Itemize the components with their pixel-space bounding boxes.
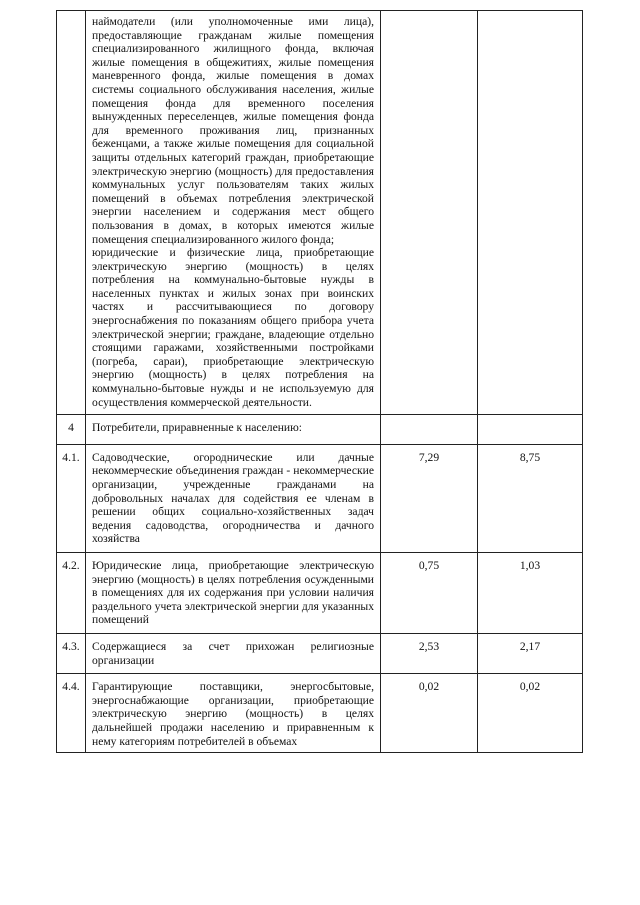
table-row bbox=[57, 552, 583, 633]
row-description bbox=[86, 415, 381, 445]
value-cell-1: 7,29 bbox=[381, 444, 478, 552]
table-row bbox=[57, 444, 583, 552]
value-cell-1: 2,53 bbox=[381, 633, 478, 673]
value-cell-1 bbox=[381, 11, 478, 415]
value-cell-2: 1,03 bbox=[478, 552, 583, 633]
table-row bbox=[57, 633, 583, 673]
row-description bbox=[86, 11, 381, 415]
value-cell-2 bbox=[478, 11, 583, 415]
row-number: 4 bbox=[57, 415, 86, 445]
row-number: 4.1. bbox=[57, 444, 86, 552]
table-row bbox=[57, 674, 583, 753]
value-cell-1: 0,75 bbox=[381, 552, 478, 633]
row-description bbox=[86, 633, 381, 673]
value-cell-2: 2,17 bbox=[478, 633, 583, 673]
row-description bbox=[86, 444, 381, 552]
value-cell-1 bbox=[381, 415, 478, 445]
description-paragraph: Содержащиеся за счет прихожан религиозные организации bbox=[92, 639, 374, 667]
description-paragraph: Потребители, приравненные к населению: bbox=[92, 421, 303, 435]
value-cell-2: 8,75 bbox=[478, 444, 583, 552]
value-cell-1: 0,02 bbox=[381, 674, 478, 753]
row-number bbox=[57, 11, 86, 415]
row-description bbox=[86, 552, 381, 633]
table-row bbox=[57, 415, 583, 445]
row-number: 4.4. bbox=[57, 674, 86, 753]
description-paragraph: Гарантирующие поставщики, энергосбытовые, энергоснабжающие организации, приобретающие электрическую энергию (мощность) в целях дальнейшей продажи населению и приравненным к нему категориям потребителей в объемах bbox=[92, 680, 374, 748]
table-row bbox=[57, 11, 583, 415]
row-number: 4.2. bbox=[57, 552, 86, 633]
description-paragraph: Юридические лица, приобретающие электрическую энергию (мощность) в целях потребления осужденными в помещениях для их содержания при условии наличия раздельного учета электрической энергии для указанных помещений bbox=[92, 558, 374, 627]
description-paragraph: Садоводческие, огороднические или дачные некоммерческие объединения граждан - некоммерческие организации, учрежденные гражданами на добровольных началах для содействия ее членам в решении общих социально-хозяйственных задач ведения садоводства, огородничества и дачного хозяйства bbox=[92, 450, 374, 546]
description-paragraph: наймодатели (или уполномоченные ими лица), предоставляющие гражданам жилые помещения специализированного жилищного фонда, включая жилые помещения в общежитиях, жилые помещения маневренного фонда, жилые помещения в домах системы социального обслуживания населения, жилые помещения фонда для временного поселения вынужденных переселенцев, жилые помещения фонда для временного проживания лиц, признанных беженцами, а также жилые помещения для социальной защиты отдельных категорий граждан, приобретающие электрическую энергию (мощность) для предоставления коммунальных услуг пользователям таких жилых помещений в объемах потребления электрической энергии населением и содержания мест общего пользования в домах, в которых имеются жилые помещения специализированного жилого фонда; bbox=[92, 15, 374, 246]
row-description bbox=[86, 674, 381, 753]
row-number: 4.3. bbox=[57, 633, 86, 673]
tariff-table bbox=[56, 10, 583, 753]
value-cell-2: 0,02 bbox=[478, 674, 583, 753]
value-cell-2 bbox=[478, 415, 583, 445]
description-paragraph: юридические и физические лица, приобретающие электрическую энергию (мощность) в целях потребления на коммунально-бытовые нужды в населенных пунктах и жилых зонах при воинских частях и рассчитывающиеся по договору энергоснабжения по показаниям общего прибора учета электрической энергии; граждане, владеющие отдельно стоящими гаражами, хозяйственными постройками (погреба, сараи), приобретающие электрическую энергию (мощность) в целях потребления на коммунально-бытовые нужды и не используемую для осуществления коммерческой деятельности. bbox=[92, 246, 374, 409]
